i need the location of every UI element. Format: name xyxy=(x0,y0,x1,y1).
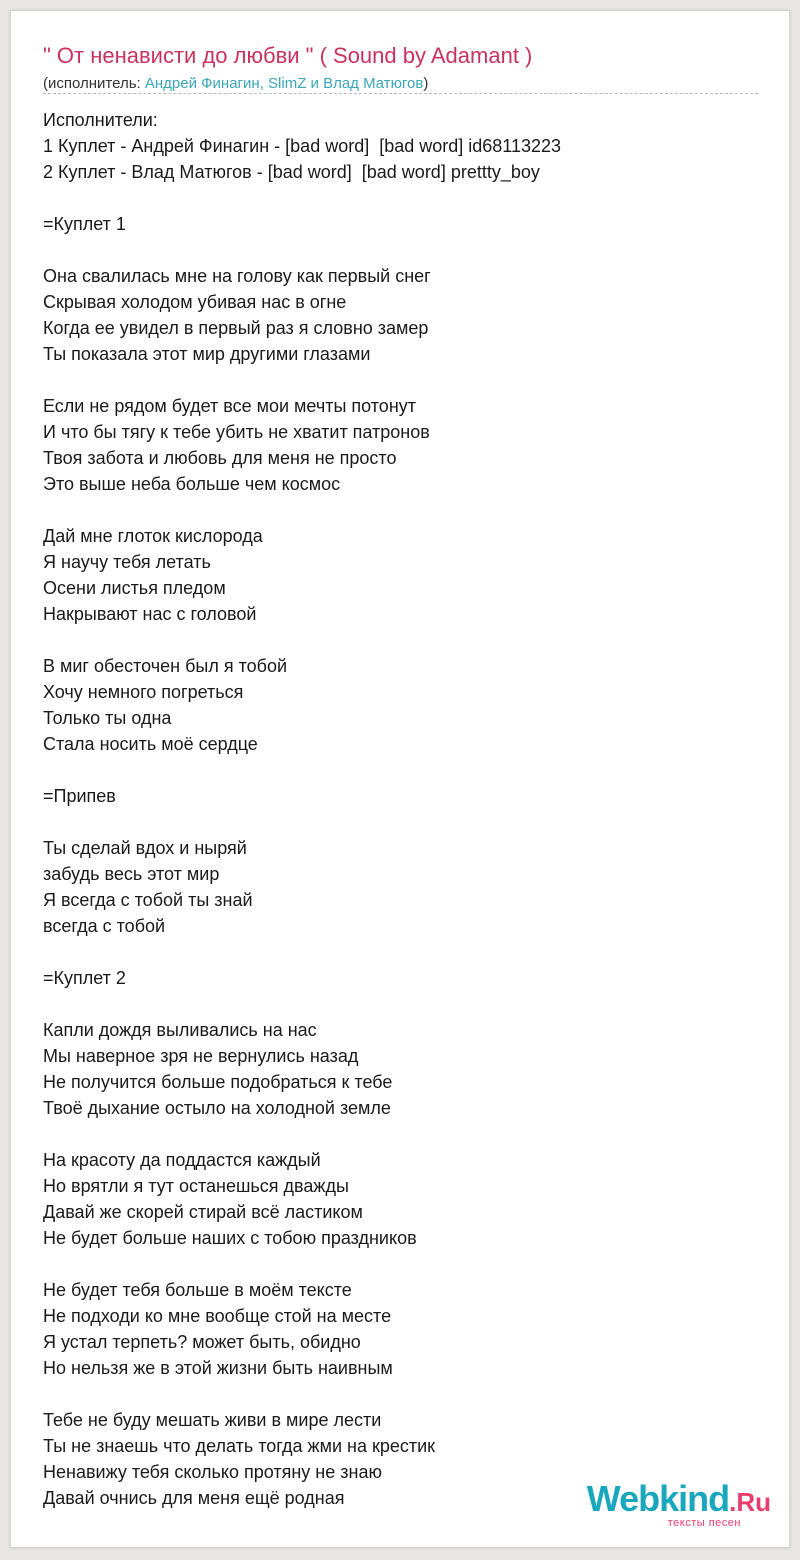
lyrics-line: всегда с тобой xyxy=(43,916,166,936)
lyrics-line: 2 Куплет - Влад Матюгов - [bad word] [bad word] prettty_boy xyxy=(43,162,540,182)
lyrics-line: Не будет больше наших с тобою праздников xyxy=(43,1228,417,1248)
lyrics-blank-line xyxy=(43,367,561,393)
lyrics-line: Не будет тебя больше в моём тексте xyxy=(43,1280,352,1300)
lyrics-line: Ненавижу тебя сколько протяну не знаю xyxy=(43,1462,382,1482)
lyrics-line: Давай же скорей стирай всё ластиком xyxy=(43,1202,363,1222)
lyrics-line: Я устал терпеть? может быть, обидно xyxy=(43,1332,361,1352)
lyrics-line: В миг обесточен был я тобой xyxy=(43,656,288,676)
lyrics-line: Накрывают нас с головой xyxy=(43,604,257,624)
lyrics-line: Твоё дыхание остыло на холодной земле xyxy=(43,1098,391,1118)
lyrics-line: Это выше неба больше чем космос xyxy=(43,474,341,494)
lyrics-blank-line xyxy=(43,1381,561,1407)
lyrics-blank-line xyxy=(43,237,561,263)
logo-brand-tld: .Ru xyxy=(729,1487,771,1517)
lyrics-line: Если не рядом будет все мои мечты потонут xyxy=(43,396,416,416)
lyrics-blank-line xyxy=(43,497,561,523)
lyrics-line: 1 Куплет - Андрей Финагин - [bad word] [bad word] id68113223 xyxy=(43,136,562,156)
lyrics-blank-line xyxy=(43,757,561,783)
lyrics-line: Только ты одна xyxy=(43,708,172,728)
song-title: " От ненависти до любви " ( Sound by Adamant ) xyxy=(43,43,533,68)
lyrics-line: Когда ее увидел в первый раз я словно замер xyxy=(43,318,429,338)
lyrics-line: Я всегда с тобой ты знай xyxy=(43,890,253,910)
lyrics-blank-line xyxy=(43,939,561,965)
lyrics-text xyxy=(43,107,561,1511)
logo-brand-main: Webkind xyxy=(586,1478,730,1519)
lyrics-line: =Припев xyxy=(43,786,116,806)
lyrics-blank-line xyxy=(43,809,561,835)
lyrics-line: Хочу немного погреться xyxy=(43,682,244,702)
lyrics-line: Твоя забота и любовь для меня не просто xyxy=(43,448,397,468)
lyrics-line: Капли дождя выливались на нас xyxy=(43,1020,317,1040)
lyrics-line: забудь весь этот мир xyxy=(43,864,220,884)
lyrics-blank-line xyxy=(43,1121,561,1147)
lyrics-blank-line xyxy=(43,627,561,653)
artists-links[interactable]: Андрей Финагин, SlimZ и Влад Матюгов xyxy=(144,75,424,92)
artists-suffix: ) xyxy=(423,75,429,92)
lyrics-line: Осени листья пледом xyxy=(43,578,226,598)
lyrics-line: На красоту да поддастся каждый xyxy=(43,1150,321,1170)
lyrics-line: Исполнители: xyxy=(43,110,158,130)
lyrics-line: =Куплет 1 xyxy=(43,214,126,234)
lyrics-line: Она свалилась мне на голову как первый снег xyxy=(43,266,431,286)
lyrics-line: Я научу тебя летать xyxy=(43,552,211,572)
lyrics-line: Не подходи ко мне вообще стой на месте xyxy=(43,1306,392,1326)
lyrics-line: Давай очнись для меня ещё родная xyxy=(43,1488,345,1508)
lyrics-line: И что бы тягу к тебе убить не хватит патронов xyxy=(43,422,430,442)
webkind-logo[interactable] xyxy=(571,1479,771,1533)
divider xyxy=(43,93,758,94)
lyrics-line: Скрывая холодом убивая нас в огне xyxy=(43,292,347,312)
lyrics-blank-line xyxy=(43,185,561,211)
artists-prefix: (исполнитель: xyxy=(43,75,145,92)
lyrics-line: Дай мне глоток кислорода xyxy=(43,526,263,546)
lyrics-line: Мы наверное зря не вернулись назад xyxy=(43,1046,359,1066)
lyrics-line: Ты не знаешь что делать тогда жми на крестик xyxy=(43,1436,436,1456)
lyrics-line: Стала носить моё сердце xyxy=(43,734,258,754)
lyrics-line: Ты показала этот мир другими глазами xyxy=(43,344,371,364)
lyrics-line: =Куплет 2 xyxy=(43,968,126,988)
lyrics-line: Тебе не буду мешать живи в мире лести xyxy=(43,1410,382,1430)
lyrics-line: Но нельзя же в этой жизни быть наивным xyxy=(43,1358,393,1378)
logo-tagline: тексты песен xyxy=(667,1517,741,1529)
lyrics-line: Но врятли я тут останешься дважды xyxy=(43,1176,349,1196)
logo-brand xyxy=(587,1479,771,1522)
content-card xyxy=(10,10,790,1548)
artists-line xyxy=(43,75,428,92)
lyrics-line: Ты сделай вдох и ныряй xyxy=(43,838,247,858)
lyrics-blank-line xyxy=(43,991,561,1017)
lyrics-blank-line xyxy=(43,1251,561,1277)
lyrics-line: Не получится больше подобраться к тебе xyxy=(43,1072,393,1092)
